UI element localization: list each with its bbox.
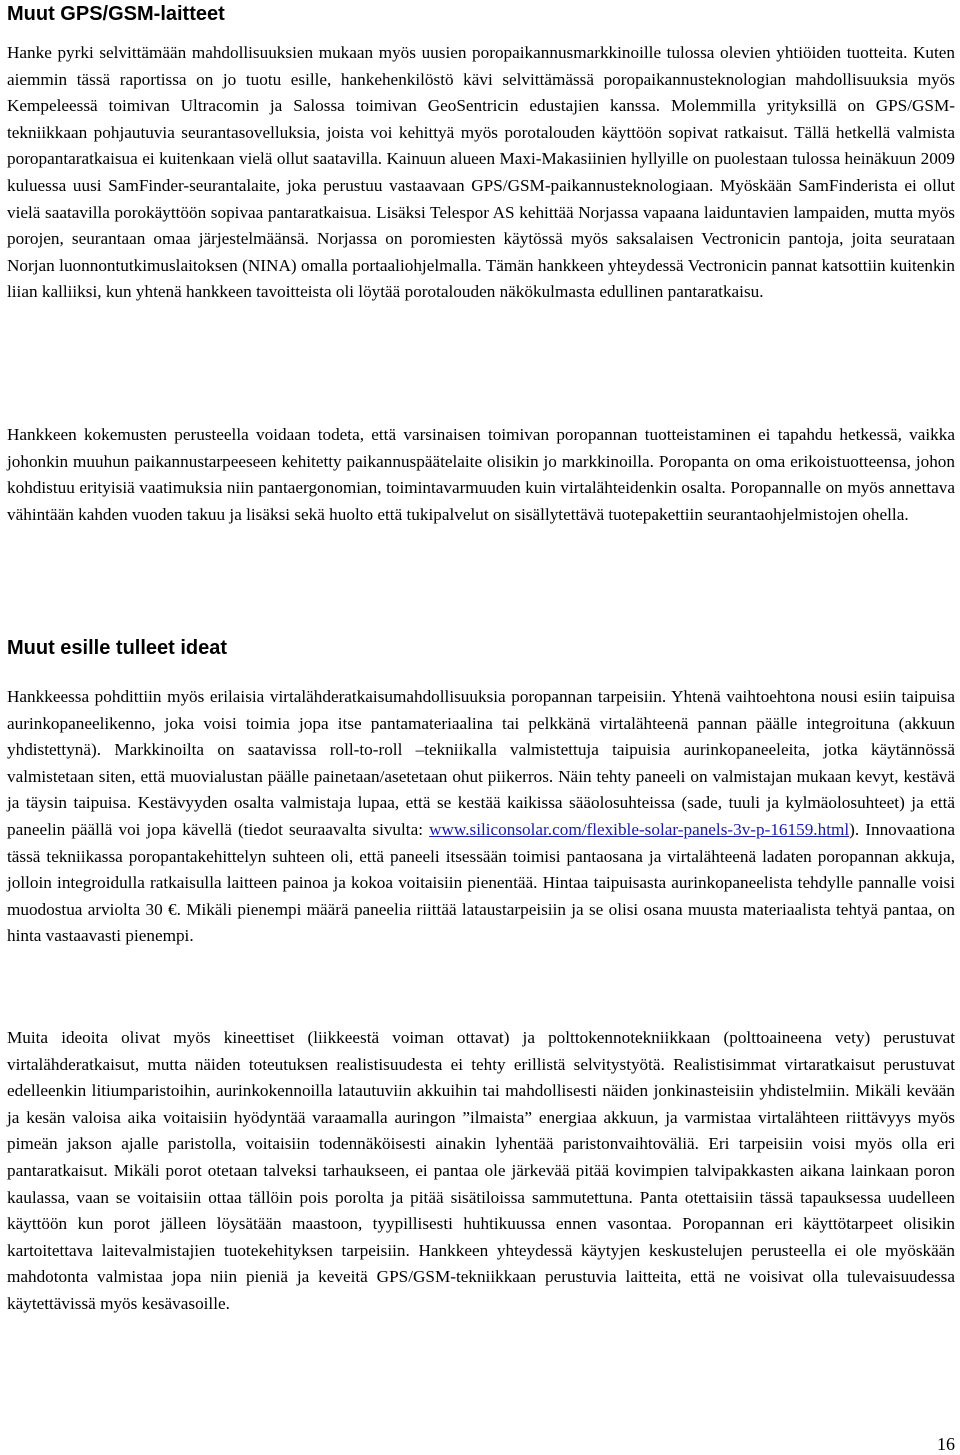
siliconsolar-link[interactable]: www.siliconsolar.com/flexible-solar-panels-3v-p-16159.html: [429, 819, 850, 839]
section-heading-other-ideas: Muut esille tulleet ideat: [7, 637, 228, 659]
paragraph-gps-devices-2: Hankkeen kokemusten perusteella voidaan todeta, että varsinaisen toimivan poropannan tuotteistaminen ei tapahdu hetkessä, vaikka johonkin muuhun paikannustarpeeseen kehitetty paikannuspäätelaite olisikin jo markkinoilla. Poropanta on oma erikoistuotteensa, johon kohdistuu erityisiä vaatimuksia niin pantaergonomian, toimintavarmuuden kuin virtalähteidenkin osalta. Poropannalle on myös annettava vähintään kahden vuoden takuu ja lisäksi sekä huolto että tukipalvelut on sisällytettävä tuotepakettiin seurantaohjelmistojen ohella.: [7, 425, 955, 524]
paragraph-gps-devices-1: Hanke pyrki selvittämään mahdollisuuksien mukaan myös uusien poropaikannusmarkkinoille tulossa olevien yhtiöiden tuotteita. Kuten aiemmin tässä raportissa on jo tuotu esille, hankehenkilöstö kävi selvittämässä poropaikannusteknologian mahdollisuuksia myös Kempeleessä toimivan Ultracomin ja Salossa toimivan GeoSentricin edustajien kanssa. Molemmilla yrityksillä on GPS/GSM-tekniikkaan pohjautuvia seurantasovelluksia, joista voi kehittyä myös porotalouden käyttöön sopivat ratkaisut. Tällä hetkellä valmista poropantaratkaisua ei kuitenkaan vielä ollut saatavilla. Kainuun alueen Maxi-Makasiinien hyllyille on puolestaan tulossa heinäkuun 2009 kuluessa uusi SamFinder-seurantalaite, joka perustuu vastaavaan GPS/GSM-paikannusteknologiaan. Myöskään SamFinderista ei ollut vielä saatavilla porokäyttöön sopivaa pantaratkaisua. Lisäksi Telespor AS kehittää Norjassa vapaana laiduntavien lampaiden, mutta myös porojen, seurantaan omaa järjestelmäänsä. Norjassa on poromiesten käytössä myös saksalaisen Vectronicin pantoja, joita seurataan Norjan luonnontutkimuslaitoksen (NINA) omalla portaaliohjelmalla. Tämän hankkeen yhteydessä Vectronicin pannat katsottiin kuitenkin liian kalliiksi, kun yhtenä hankkeen tavoitteista oli löytää porotalouden näkökulmasta edullinen pantaratkaisu.: [7, 43, 955, 302]
page-number: 16: [937, 1434, 955, 1454]
paragraph-text-before-link: Hankkeessa pohdittiin myös erilaisia virtalähderatkaisumahdollisuuksia poropannan tarpeisiin. Yhtenä vaihtoehtona nousi esiin taipuisa aurinkopaneelikenno, joka voisi toimia jopa itse pantamateriaalina tai pelkkänä virtalähteenä pannan päälle integroituna (akkuun yhdistettynä). Markkinoilta on saatavissa roll-to-roll –tekniikalla valmistettuja taipuisia aurinkopaneeleita, jotka käytännössä valmistetaan siten, että muovialustan päälle painetaan/asetetaan ohut piikerros. Näin tehty paneeli on valmistajan mukaan kevyt, kestävä ja täysin taipuisa. Kestävyyden osalta valmistaja lupaa, että se kestää kaikissa sääolosuhteissa (sade, tuuli ja kylmäolosuhteet) ja että paneelin päällä voi jopa kävellä (tiedot seuraavalta sivulta:: [7, 687, 955, 839]
paragraph-text-after-link: ). Innovaationa tässä tekniikassa poropantakehittelyn suhteen oli, että paneeli itsessään toimisi pantaosana ja virtalähteenä ladaten poropannan akkuja, jolloin integroidulla ratkaisulla laitteen painoa ja kokoa voitaisiin pienentää. Hintaa taipuisasta aurinkopaneelista tehdylle pannalle voisi muodostua arviolta 30 €. Mikäli pienempi määrä paneelia riittää lataustarpeisiin ja se olisi osana muusta materiaalista tehtyä pantaa, on hinta vastaavasti pienempi.: [7, 819, 955, 946]
paragraph-other-ideas-1: [7, 684, 955, 950]
section-heading-gps-devices: Muut GPS/GSM-laitteet: [7, 3, 225, 25]
paragraph-other-ideas-2: Muita ideoita olivat myös kineettiset (liikkeestä voiman ottavat) ja polttokennotekniikkaan (polttoaineena vety) perustuvat virtalähderatkaisut, mutta näiden toteutuksen realistisuudesta ei tehty erillistä selvitystyötä. Realistisimmat virtaratkaisut perustuvat edelleenkin litiumparistoihin, aurinkokennoilla latautuviin akkuihin tai mahdollisesti näiden jonkinasteisiin yhdistelmiin. Mikäli kevään ja kesän valoisa aika voitaisiin hyödyntää varaamalla auringon ”ilmaista” energiaa akkuun, ja varmistaa virtalähteen riittävyys myös pimeän jakson ajalle paristolla, voitaisiin todennäköisesti ainakin lyhentää paristonvaihtoväliä. Eri tarpeisiin voisi myös olla eri pantaratkaisut. Mikäli porot otetaan talveksi tarhaukseen, ei pantaa ole järkevää pitää kovimpien talvipakkasten aikana lainkaan poron kaulassa, vaan se voitaisiin ottaa tällöin pois porolta ja pitää sisätiloissa sammutettuna. Panta otettaisiin tässä tapauksessa uudelleen käyttöön kun porot jälleen löysätään maastoon, tyypillisesti huhtikuussa ennen vasontaa. Poropannan eri käyttötarpeet olisikin kartoitettava laitevalmistajien tuotekehityksen tarpeisiin. Hankkeen yhteydessä käytyjen keskustelujen perusteella ei ole myöskään mahdotonta valmistaa jopa niin pieniä ja keveitä GPS/GSM-tekniikkaan perustuvia laitteita, että ne voisivat olla tulevaisuudessa käytettävissä myös kesävasoille.: [7, 1028, 955, 1313]
